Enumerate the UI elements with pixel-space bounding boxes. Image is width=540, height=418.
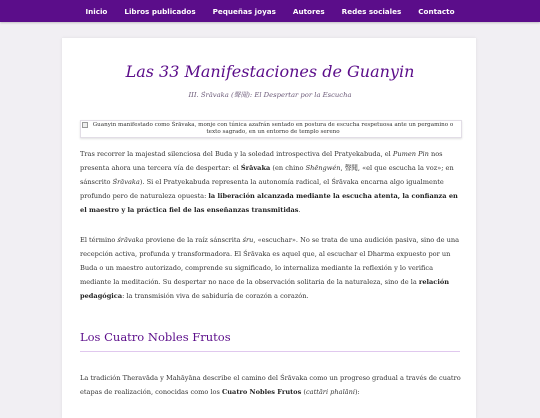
nav-link-libros[interactable]: Libros publicados bbox=[124, 6, 196, 16]
paragraph-etymology: El término śrāvaka proviene de la raíz sánscrita śru, «escuchar». No se trata de una audición pasiva, sino de una recepción activa, profunda y transformadora. El Śrāvaka es aquel que, al escuchar el Dharma expuesto por un Buda o un maestro autorizado, comprende su significado, lo internaliza mediante la reflexión y lo verifica mediante la meditación. Su despertar no nace de la observación solitaria de la naturaleza, sino de la relación pedagógica: la transmisión viva de sabiduría de corazón a corazón. bbox=[80, 236, 460, 300]
image-alt-text: Guanyin manifestado como Śrāvaka, monje con túnica azafrán sentado en postura de escucha respetuosa ante un pergamino o texto sagrado, en un entorno de templo sereno bbox=[92, 122, 454, 136]
article-image bbox=[80, 120, 462, 138]
section-divider bbox=[80, 351, 460, 352]
section-heading: Los Cuatro Nobles Frutos bbox=[80, 330, 231, 344]
nav-link-autores[interactable]: Autores bbox=[292, 6, 325, 16]
paragraph-intro: Tras recorrer la majestad silenciosa del Buda y la soledad introspectiva del Pratyekabuda, el Pumen Pin nos presenta ahora una tercera vía de despertar: el Śrāvaka (en chino Shēngwén, 聲聞, «el que escucha la voz»; en sánscrito Śrāvaka). Si el Pratyekabuda representa la autonomía radical, el Śrāvaka encarna algo igualmente profundo pero de naturaleza opuesta: la liberación alcanzada mediante la escucha atenta, la confianza en el maestro y la práctica fiel de las enseñanzas transmitidas. bbox=[80, 150, 458, 214]
page-subtitle: III. Śrāvaka (聲聞): El Despertar por la Escucha bbox=[188, 91, 352, 99]
top-navigation bbox=[0, 0, 540, 22]
nav-link-inicio[interactable]: Inicio bbox=[85, 6, 108, 16]
nav-link-redes[interactable]: Redes sociales bbox=[341, 6, 402, 16]
paragraph-nobles-frutos: La tradición Theravāda y Mahāyāna describe el camino del Śrāvaka como un progreso gradual a través de cuatro etapas de realización, conocidas como los Cuatro Nobles Frutos (cattāri phalāni): bbox=[80, 374, 461, 396]
broken-image-icon bbox=[82, 122, 88, 128]
nav-link-contacto[interactable]: Contacto bbox=[418, 6, 455, 16]
page-title: Las 33 Manifestaciones de Guanyin bbox=[125, 62, 415, 81]
nav-link-joyas[interactable]: Pequeñas joyas bbox=[212, 6, 276, 16]
